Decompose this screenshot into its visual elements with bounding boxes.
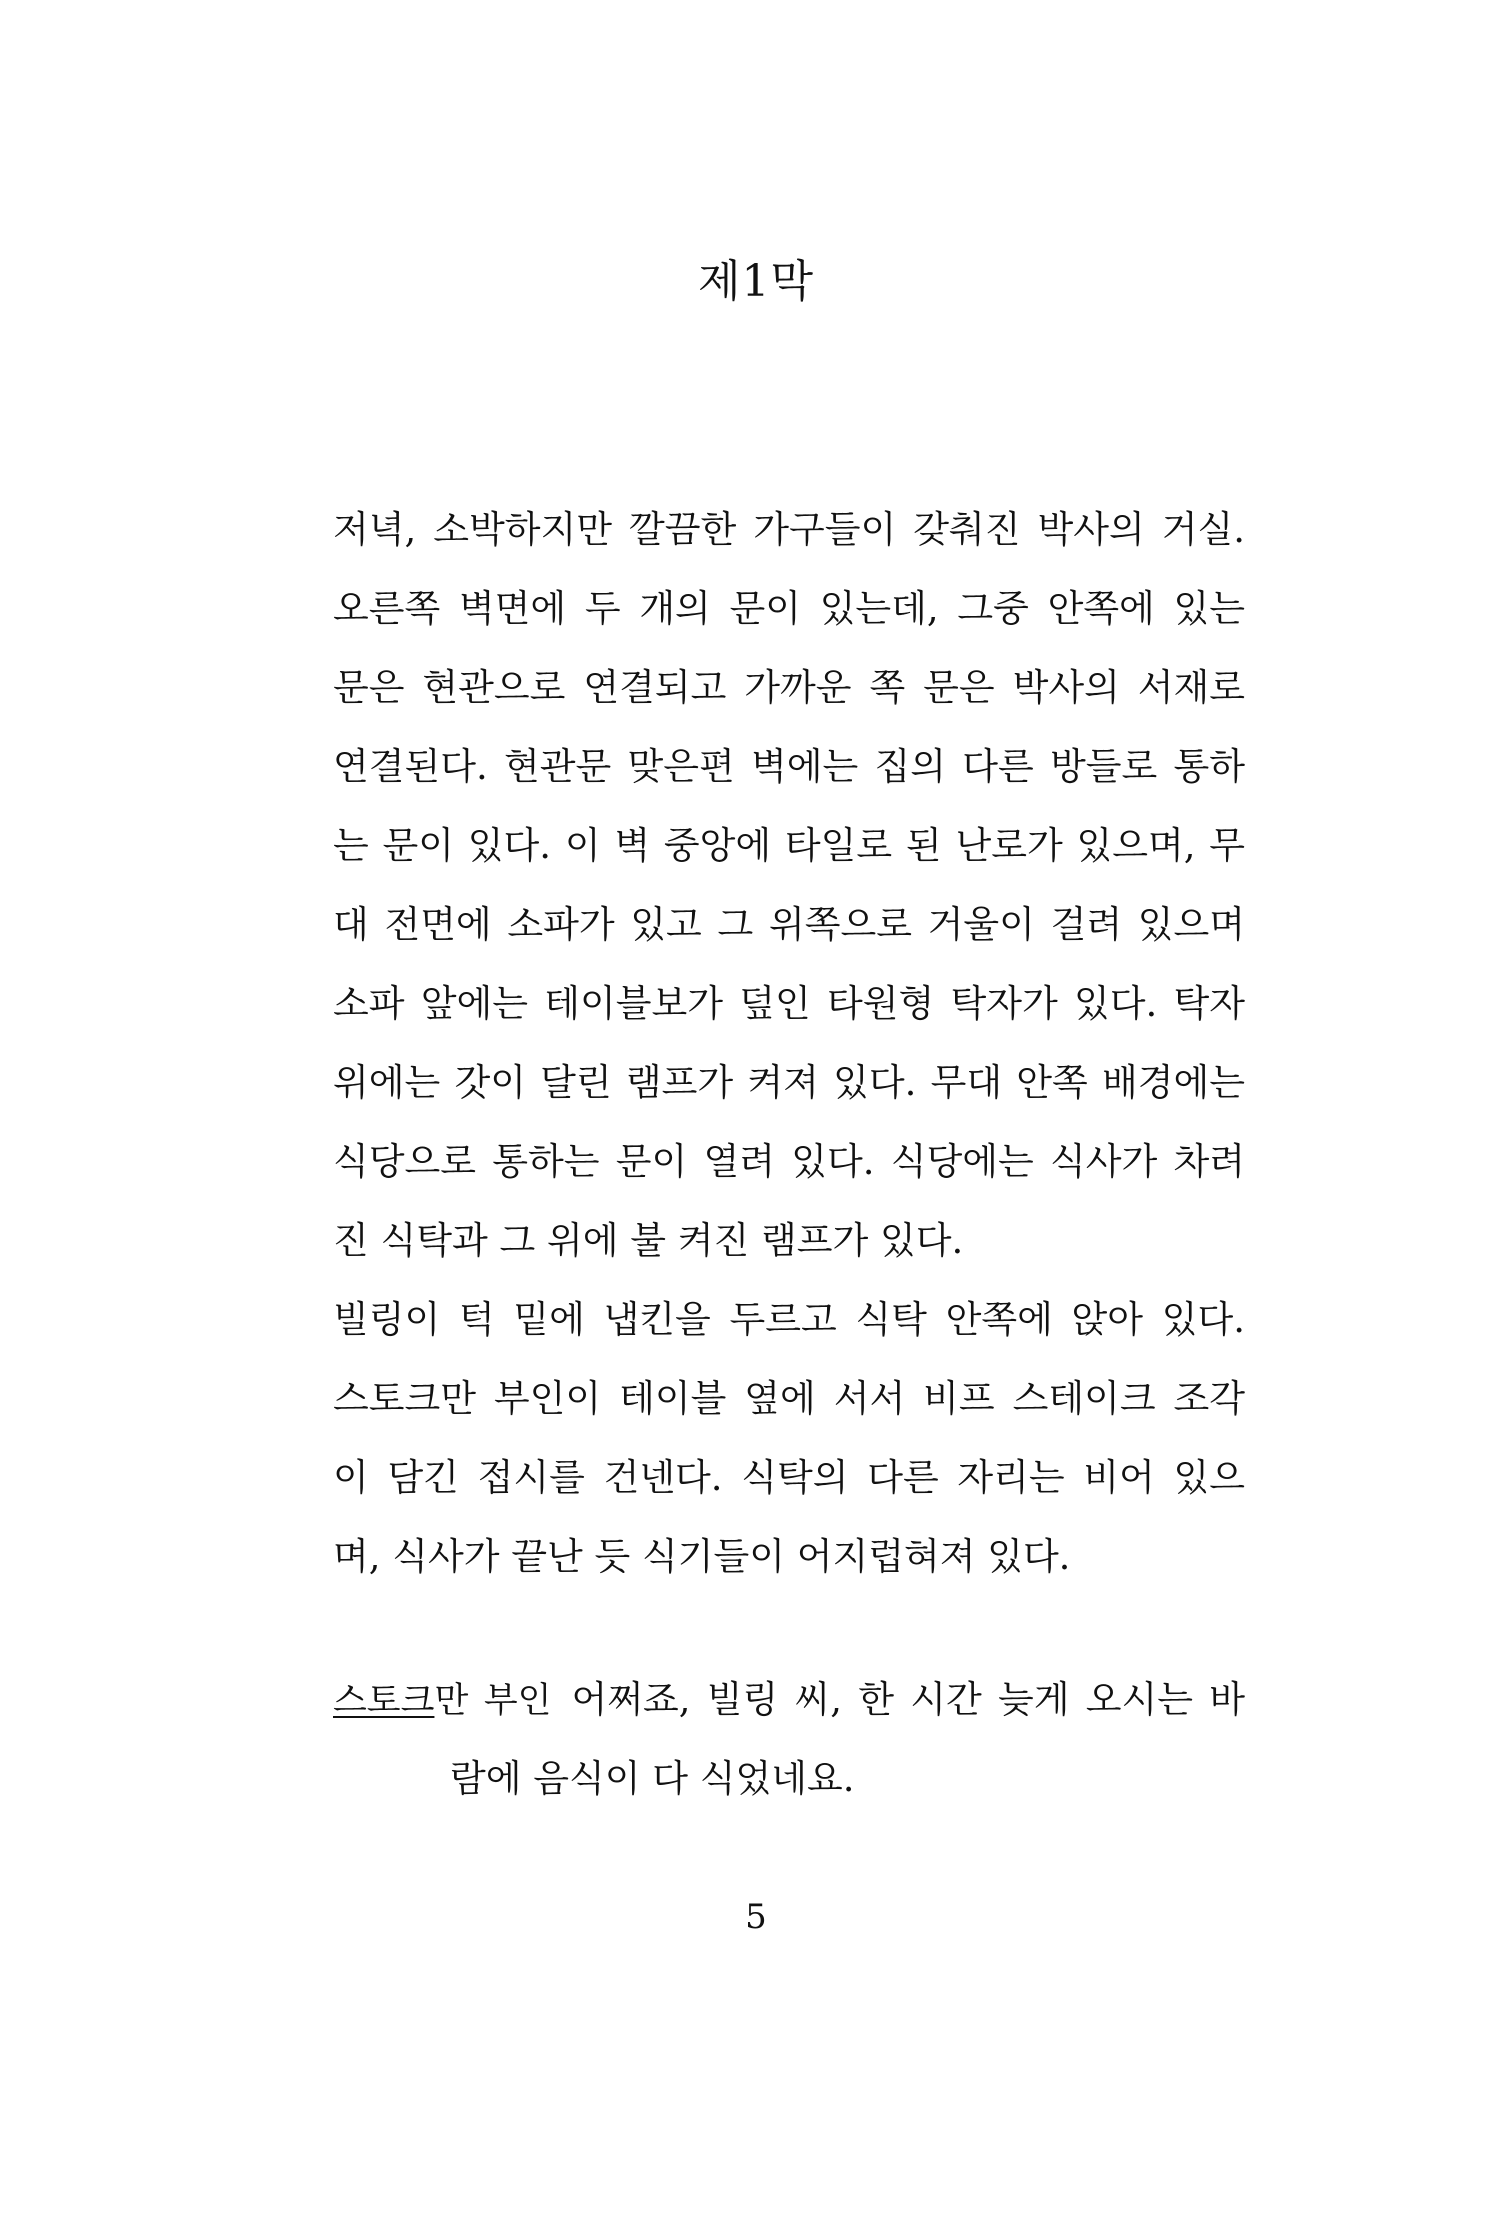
stage-directions bbox=[333, 490, 1245, 1596]
speaker-name-rest: 만 부인 bbox=[434, 1681, 552, 1721]
stage-direction-line: 오른쪽 벽면에 두 개의 문이 있는데, 그중 안쪽에 있는 bbox=[333, 587, 1245, 630]
stage-direction-line: 대 전면에 소파가 있고 그 위쪽으로 거울이 걸려 있으며 bbox=[333, 903, 1245, 946]
dialogue-text: 어쩌죠, 빌링 씨, 한 시간 늦게 오시는 바 bbox=[571, 1678, 1245, 1721]
stage-direction-line: 식당으로 통하는 문이 열려 있다. 식당에는 식사가 차려 bbox=[333, 1140, 1245, 1183]
stage-direction-line: 이 담긴 접시를 건넨다. 식탁의 다른 자리는 비어 있으 bbox=[333, 1456, 1245, 1499]
stage-direction-line: 소파 앞에는 테이블보가 덮인 타원형 탁자가 있다. 탁자 bbox=[333, 982, 1245, 1025]
act-title: 제1막 bbox=[697, 256, 814, 307]
stage-direction-line: 진 식탁과 그 위에 불 켜진 램프가 있다. bbox=[333, 1219, 964, 1262]
stage-direction-line: 빌링이 턱 밑에 냅킨을 두르고 식탁 안쪽에 앉아 있다. bbox=[333, 1298, 1245, 1341]
stage-direction-line: 는 문이 있다. 이 벽 중앙에 타일로 된 난로가 있으며, 무 bbox=[333, 824, 1245, 867]
stage-direction-line: 며, 식사가 끝난 듯 식기들이 어지럽혀져 있다. bbox=[333, 1535, 1071, 1578]
dialogue-line bbox=[333, 1660, 1245, 1739]
dialogue-block bbox=[333, 1660, 1245, 1818]
page-number: 5 bbox=[745, 1897, 767, 1937]
stage-direction-line: 위에는 갓이 달린 램프가 켜져 있다. 무대 안쪽 배경에는 bbox=[333, 1061, 1245, 1104]
speaker-name-underlined: 스토크 bbox=[333, 1681, 435, 1721]
dialogue-continuation: 람에 음식이 다 식었네요. bbox=[450, 1757, 855, 1800]
stage-direction-line: 연결된다. 현관문 맞은편 벽에는 집의 다른 방들로 통하 bbox=[333, 745, 1245, 788]
stage-direction-line: 스토크만 부인이 테이블 옆에 서서 비프 스테이크 조각 bbox=[333, 1377, 1245, 1420]
stage-direction-line: 문은 현관으로 연결되고 가까운 쪽 문은 박사의 서재로 bbox=[333, 666, 1245, 709]
stage-direction-line: 저녁, 소박하지만 깔끔한 가구들이 갖춰진 박사의 거실. bbox=[333, 508, 1245, 551]
speaker-name bbox=[333, 1681, 552, 1721]
